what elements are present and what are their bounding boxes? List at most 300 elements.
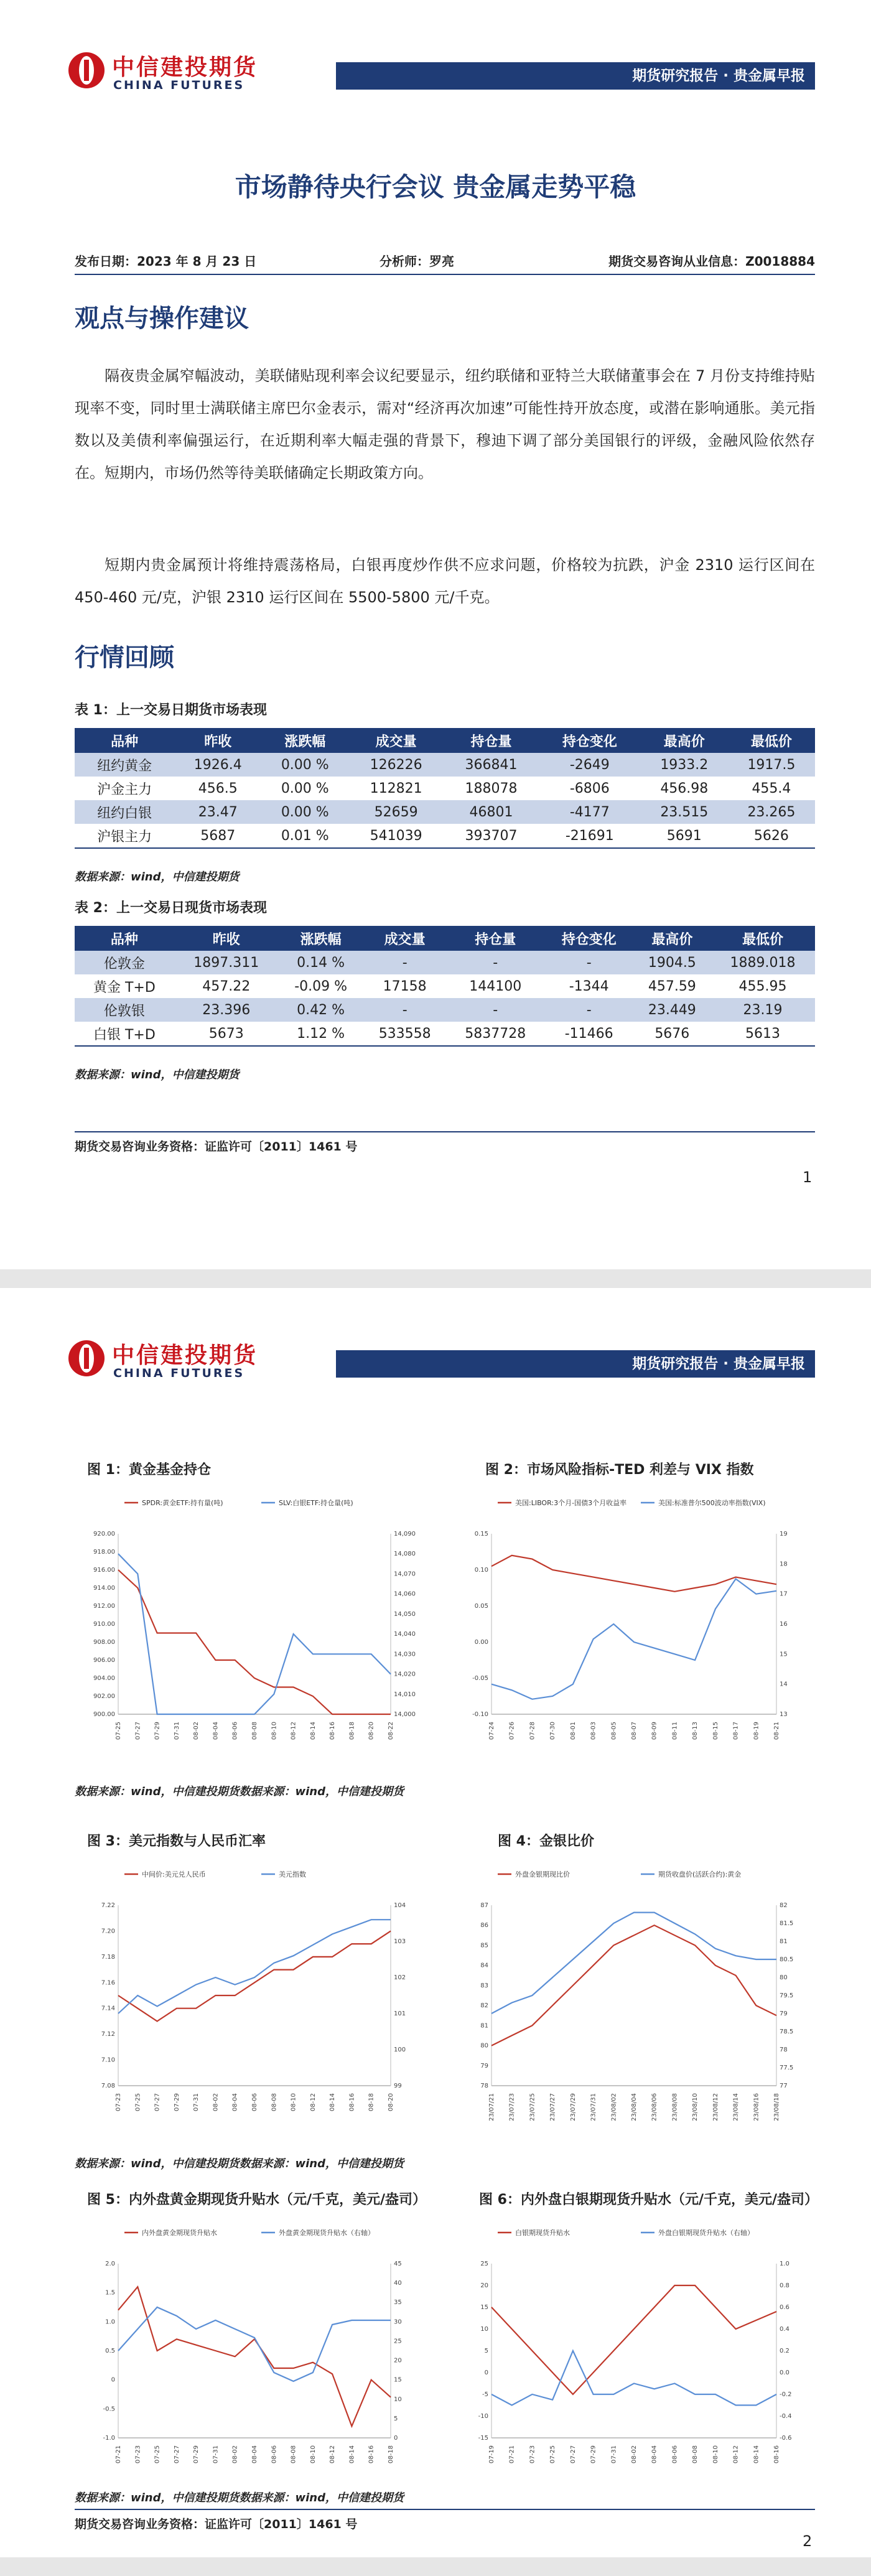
table-cell: 5837728 (447, 1022, 544, 1046)
x-tick-label: 07-23 (134, 2445, 142, 2464)
section-heading-review: 行情回顾 (75, 643, 174, 672)
x-tick-label: 07-31 (173, 1722, 180, 1740)
y-tick-label-left: 0.00 (474, 1639, 488, 1646)
x-tick-label: 08-06 (231, 1722, 239, 1740)
chart-6 (460, 2214, 809, 2481)
row-3-source: 数据来源：wind，中信建投期货数据来源：wind，中信建投期货 (75, 2491, 404, 2504)
x-tick-label: 08-14 (753, 2445, 760, 2464)
y-tick-label-left: 1.5 (105, 2289, 115, 2297)
series-line-1 (491, 1556, 776, 1592)
y-tick-label-right: 79.5 (780, 1992, 794, 1999)
x-tick-label: 23/07/23 (508, 2093, 516, 2121)
table-1-caption: 表 1：上一交易日期货市场表现 (75, 702, 267, 718)
series-line-1 (491, 1925, 776, 2045)
x-tick-label: 23/08/10 (692, 2093, 699, 2121)
x-tick-label: 08-04 (651, 2445, 658, 2464)
chart-1-title: 图 1：黄金基金持仓 (87, 1462, 211, 1478)
table-cell: - (447, 998, 544, 1022)
y-tick-label-right: 35 (394, 2299, 402, 2307)
legend-label: 美国:LIBOR:3个月-国债3个月收益率 (515, 1499, 627, 1507)
table-row (75, 777, 815, 800)
column-header: 持仓变化 (539, 728, 641, 753)
y-tick-label-left: 906.00 (93, 1657, 115, 1664)
y-tick-label-right: 81 (780, 1938, 788, 1945)
x-tick-label: 07-21 (508, 2445, 516, 2464)
column-header: 成交量 (348, 728, 444, 753)
table-cell: 沪银主力 (75, 824, 174, 848)
x-tick-label: 08-02 (193, 1722, 200, 1740)
table-cell: 1889.018 (710, 951, 815, 974)
y-tick-label-left: 84 (480, 1962, 488, 1969)
x-tick-label: 07-23 (115, 2093, 122, 2112)
column-header: 最低价 (710, 926, 815, 951)
x-tick-label: 23/07/29 (569, 2093, 577, 2121)
brand-logo (62, 49, 286, 96)
y-tick-label-right: 30 (394, 2318, 402, 2326)
x-tick-label: 07-29 (193, 2445, 200, 2464)
x-tick-label: 08-11 (671, 1722, 679, 1740)
table-cell: 1.12 % (279, 1022, 363, 1046)
y-tick-label-right: -0.4 (780, 2413, 792, 2420)
x-tick-label: 08-18 (388, 2445, 394, 2464)
series-line-2 (491, 1579, 776, 1699)
y-tick-label-right: 78.5 (780, 2028, 794, 2035)
x-tick-label: 07-25 (115, 1722, 122, 1740)
x-tick-label: 08-16 (368, 2445, 375, 2464)
y-tick-label-right: 14,030 (394, 1651, 416, 1658)
chart-4 (460, 1855, 809, 2129)
chart-4-title: 图 4：金银比价 (498, 1834, 594, 1849)
y-tick-label-right: -0.2 (780, 2391, 792, 2398)
table-cell: 541039 (348, 824, 444, 848)
y-tick-label-left: 20 (480, 2282, 488, 2289)
chart-6-title: 图 6：内外盘白银期现货升贴水（元/千克，美元/盎司） (479, 2192, 819, 2208)
x-tick-label: 08-15 (712, 1722, 719, 1740)
x-tick-label: 23/08/12 (712, 2093, 719, 2121)
table-cell: 17158 (383, 978, 427, 994)
y-tick-label-left: 82 (480, 2002, 488, 2010)
futures-table (75, 728, 815, 849)
table-cell: 188078 (465, 780, 518, 796)
x-tick-label: 08-18 (368, 2093, 375, 2112)
y-tick-label-right: 14,000 (394, 1711, 416, 1718)
x-tick-label: 07-29 (173, 2093, 180, 2112)
x-tick-label: 07-23 (529, 2445, 536, 2464)
table-cell: 5673 (174, 1022, 279, 1046)
table-cell: 366841 (444, 753, 539, 777)
table-cell: 伦敦金 (75, 951, 174, 974)
x-tick-label: 08-10 (290, 2093, 297, 2112)
legend-label: 内外盘黄金期现货升贴水 (142, 2229, 217, 2237)
table-cell: 23.19 (710, 998, 815, 1022)
y-tick-label-right: 1.0 (780, 2261, 789, 2267)
y-tick-label-left: -0.10 (472, 1711, 488, 1718)
y-tick-label-right: 19 (780, 1531, 788, 1538)
table-row (75, 1022, 815, 1046)
x-tick-label: 07-21 (115, 2445, 122, 2464)
table-cell: 457.59 (648, 978, 696, 994)
column-header: 持仓量 (447, 926, 544, 951)
column-header: 品种 (75, 728, 174, 753)
x-tick-label: 07-26 (508, 1722, 516, 1740)
legend-label: 外盘金银期现比价 (515, 1870, 570, 1878)
x-tick-label: 08-13 (692, 1722, 699, 1740)
table-cell: 1904.5 (634, 951, 710, 974)
x-tick-label: 08-20 (368, 1722, 375, 1740)
series-line-2 (118, 1920, 391, 2014)
y-tick-label-right: 5 (394, 2415, 398, 2422)
series-line-1 (118, 1931, 391, 2021)
y-tick-label-left: 1.0 (105, 2318, 115, 2326)
table-row (75, 824, 815, 848)
y-tick-label-left: -0.05 (472, 1675, 488, 1682)
y-tick-label-right: 15 (780, 1651, 788, 1658)
table-row (75, 951, 815, 974)
chart-5-title: 图 5：内外盘黄金期现货升贴水（元/千克，美元/盎司） (87, 2192, 427, 2208)
page-number: 2 (803, 2532, 813, 2550)
report-label-bar: 期货研究报告 · 贵金属早报 (336, 62, 815, 90)
x-tick-label: 07-28 (529, 1722, 536, 1740)
x-tick-label: 08-08 (271, 2093, 278, 2112)
table-cell: -6806 (569, 780, 610, 796)
page-footer: 期货交易咨询业务资格：证监许可〔2011〕1461 号 (75, 1131, 815, 1154)
x-tick-label: 23/07/31 (590, 2093, 597, 2121)
table-cell: 0.00 % (261, 800, 348, 824)
x-tick-label: 07-27 (134, 1722, 142, 1740)
y-tick-label-right: 0.6 (780, 2304, 789, 2311)
y-tick-label-left: -0.5 (103, 2406, 115, 2413)
table-cell: 黄金 T+D (93, 979, 156, 996)
x-tick-label: 08-14 (329, 2093, 337, 2112)
x-tick-label: 07-19 (488, 2445, 495, 2464)
column-header: 涨跌幅 (261, 728, 348, 753)
y-tick-label-right: 101 (394, 2010, 406, 2017)
x-tick-label: 08-06 (271, 2445, 278, 2464)
legend-label: 外盘黄金期现货升贴水（右轴） (279, 2229, 375, 2237)
y-tick-label-left: 15 (480, 2304, 488, 2311)
y-tick-label-left: 916.00 (93, 1567, 115, 1574)
y-tick-label-left: 0.5 (105, 2348, 115, 2354)
y-tick-label-right: 14 (780, 1681, 788, 1688)
table-cell: 1897.311 (174, 951, 279, 974)
table-cell: 23.47 (174, 800, 261, 824)
logo-mark-icon (68, 52, 105, 88)
table-cell: 393707 (444, 824, 539, 848)
table-cell: - (544, 951, 634, 974)
x-tick-label: 08-22 (388, 1722, 394, 1740)
y-tick-label-left: -5 (482, 2391, 488, 2398)
table-cell: -2649 (539, 753, 641, 777)
x-tick-label: 07-31 (193, 2093, 200, 2112)
x-tick-label: 07-31 (610, 2445, 618, 2464)
y-tick-label-right: 14,010 (394, 1691, 416, 1698)
column-header: 昨收 (174, 926, 279, 951)
table-cell: 5687 (174, 824, 261, 848)
x-tick-label: 08-14 (348, 2445, 356, 2464)
table-cell: 455.4 (752, 780, 791, 796)
y-tick-label-left: 912.00 (93, 1603, 115, 1610)
table-cell: 0.42 % (279, 998, 363, 1022)
y-tick-label-left: 0 (484, 2369, 488, 2376)
x-tick-label: 07-27 (154, 2093, 161, 2112)
analyst: 分析师：罗亮 (380, 254, 454, 269)
page-1 (0, 0, 871, 1269)
license-info: 期货交易咨询从业信息：Z0018884 (608, 254, 815, 269)
y-tick-label-left: 902.00 (93, 1693, 115, 1700)
y-tick-label-right: 0.2 (780, 2348, 789, 2354)
series-line-2 (118, 2307, 391, 2381)
spot-table (75, 926, 815, 1047)
chart-3 (87, 1855, 423, 2129)
legend-label: 美国:标准普尔500波动率指数(VIX) (658, 1499, 766, 1507)
y-tick-label-right: 103 (394, 1938, 406, 1945)
x-tick-label: 08-07 (631, 1722, 638, 1740)
table-cell: 5691 (641, 824, 728, 848)
table-cell: 0.14 % (279, 951, 363, 974)
y-tick-label-right: 45 (394, 2261, 402, 2267)
advice-paragraph-1: 隔夜贵金属窄幅波动，美联储贴现利率会议纪要显示，纽约联储和亚特兰大联储董事会在 7 月份支持维持贴现率不变，同时里士满联储主席巴尔金表示，需对“经济再次加速”可能性持开放态度，或潜在影响通胀。美元指数以及美债利率偏强运行，在近期利率大幅走强的背景下，穆迪下调了部分美国银行的评级，金融风险依然存在。短期内，市场仍然等待美联储确定长期政策方向。 (75, 367, 815, 482)
logo-chinese-text: 中信建投期货 (112, 55, 258, 80)
x-tick-label: 08-02 (231, 2445, 239, 2464)
table-cell: -4177 (539, 800, 641, 824)
y-tick-label-right: 77 (780, 2083, 788, 2089)
advice-paragraph-2: 短期内贵金属预计将维持震荡格局，白银再度炒作供不应求问题，价格较为抗跌，沪金 2310 运行区间在 450-460 元/克，沪银 2310 运行区间在 5500-5800 元/千克。 (75, 556, 815, 606)
table-cell: 0.00 % (281, 780, 329, 796)
page-footer: 期货交易咨询业务资格：证监许可〔2011〕1461 号 (75, 2509, 815, 2532)
series-line-2 (118, 1554, 391, 1714)
x-tick-label: 23/07/27 (549, 2093, 557, 2121)
y-tick-label-right: 100 (394, 2046, 406, 2053)
x-tick-label: 08-10 (712, 2445, 719, 2464)
y-tick-label-left: 10 (480, 2326, 488, 2333)
page-number: 1 (803, 1169, 813, 1186)
x-tick-label: 23/08/16 (753, 2093, 760, 2121)
legend-label: 美元指数 (279, 1870, 306, 1878)
column-header: 昨收 (174, 728, 261, 753)
y-tick-label-right: 18 (780, 1561, 788, 1568)
x-tick-label: 07-24 (488, 1722, 495, 1740)
legend-label: 白银期现货升贴水 (515, 2229, 570, 2237)
y-tick-label-left: 910.00 (93, 1621, 115, 1628)
x-tick-label: 07-29 (154, 1722, 161, 1740)
y-tick-label-left: 0.05 (474, 1603, 488, 1610)
x-tick-label: 08-18 (348, 1722, 356, 1740)
table-cell: 52659 (348, 800, 444, 824)
y-tick-label-right: 10 (394, 2396, 402, 2403)
y-tick-label-left: 904.00 (93, 1675, 115, 1682)
y-tick-label-left: 7.18 (101, 1953, 115, 1961)
chart-2 (460, 1484, 809, 1758)
x-tick-label: 08-19 (753, 1722, 760, 1740)
table-cell: 23.265 (728, 800, 815, 824)
y-tick-label-left: 914.00 (93, 1585, 115, 1592)
table-cell: -21691 (539, 824, 641, 848)
column-header: 涨跌幅 (279, 926, 363, 951)
table-row (75, 974, 815, 998)
x-tick-label: 08-12 (309, 2093, 317, 2112)
y-tick-label-right: 14,070 (394, 1570, 416, 1578)
table-row (75, 998, 815, 1022)
x-tick-label: 08-06 (671, 2445, 679, 2464)
y-tick-label-left: 87 (480, 1902, 488, 1909)
table-cell: 5626 (728, 824, 815, 848)
page-2 (0, 1288, 871, 2557)
x-tick-label: 07-29 (590, 2445, 597, 2464)
table-cell: 533558 (363, 1022, 446, 1046)
table-cell: 455.95 (738, 978, 787, 994)
x-tick-label: 08-16 (348, 2093, 356, 2112)
y-tick-label-right: 99 (394, 2083, 402, 2089)
table-cell: 126226 (348, 753, 444, 777)
series-line-1 (118, 1570, 391, 1714)
y-tick-label-left: 2.0 (105, 2261, 115, 2267)
x-tick-label: 23/07/21 (488, 2093, 495, 2121)
table-cell: -1344 (569, 978, 609, 994)
x-tick-label: 08-14 (309, 1722, 317, 1740)
chart-3-title: 图 3：美元指数与人民币汇率 (87, 1834, 266, 1849)
page-header (62, 1337, 815, 1384)
brand-logo (62, 1337, 286, 1384)
table-cell: 纽约黄金 (75, 753, 174, 777)
y-tick-label-left: 5 (484, 2348, 488, 2354)
y-tick-label-left: 920.00 (93, 1531, 115, 1538)
chart-2-title: 图 2：市场风险指标-TED 利差与 VIX 指数 (485, 1462, 754, 1478)
table-cell: 1917.5 (728, 753, 815, 777)
y-tick-label-left: -1.0 (103, 2435, 115, 2442)
y-tick-label-left: 25 (480, 2261, 488, 2267)
y-tick-label-right: 14,050 (394, 1610, 416, 1618)
table-2-caption: 表 2：上一交易日现货市场表现 (75, 900, 267, 916)
chart-1 (87, 1484, 423, 1758)
x-tick-label: 07-25 (549, 2445, 557, 2464)
y-tick-label-right: 14,060 (394, 1590, 416, 1598)
table-cell: - (447, 951, 544, 974)
x-tick-label: 08-08 (290, 2445, 297, 2464)
x-tick-label: 08-12 (290, 1722, 297, 1740)
y-tick-label-left: 0.15 (474, 1531, 488, 1538)
y-tick-label-right: 0.0 (780, 2369, 789, 2376)
table-1-source: 数据来源：wind，中信建投期货 (75, 870, 240, 884)
page-title: 市场静待央行会议 贵金属走势平稳 (235, 172, 636, 202)
table-cell: 白银 T+D (75, 1022, 174, 1046)
table-cell: 5676 (634, 1022, 710, 1046)
y-tick-label-right: 0 (394, 2435, 398, 2442)
y-tick-label-left: 7.08 (101, 2083, 115, 2089)
publish-date: 发布日期：2023 年 8 月 23 日 (75, 254, 257, 269)
x-tick-label: 07-30 (549, 1722, 557, 1740)
x-tick-label: 08-02 (631, 2445, 638, 2464)
table-cell: 456.98 (660, 780, 709, 796)
y-tick-label-right: 14,020 (394, 1671, 416, 1678)
table-cell: 1933.2 (641, 753, 728, 777)
logo-english-text: CHINA FUTURES (113, 78, 245, 92)
chart-5 (87, 2214, 423, 2481)
y-tick-label-right: 40 (394, 2280, 402, 2287)
x-tick-label: 08-12 (732, 2445, 740, 2464)
y-tick-label-right: 78 (780, 2046, 788, 2053)
y-tick-label-left: 0.10 (474, 1567, 488, 1574)
x-tick-label: 08-06 (251, 2093, 258, 2112)
y-tick-label-right: 14,040 (394, 1631, 416, 1638)
legend-label: SPDR:黄金ETF:持有量(吨) (142, 1499, 223, 1507)
y-tick-label-right: 77.5 (780, 2065, 794, 2071)
y-tick-label-left: 0 (111, 2376, 115, 2384)
table-cell: 112821 (370, 780, 422, 796)
y-tick-label-right: 104 (394, 1902, 406, 1909)
x-tick-label: 08-17 (732, 1722, 740, 1740)
table-cell: 144100 (469, 978, 522, 994)
table-cell: 伦敦银 (75, 998, 174, 1022)
y-tick-label-left: 81 (480, 2022, 488, 2030)
x-tick-label: 08-10 (309, 2445, 317, 2464)
x-tick-label: 07-25 (134, 2093, 142, 2112)
logo-chinese-text: 中信建投期货 (112, 1343, 258, 1368)
x-tick-label: 08-08 (692, 2445, 699, 2464)
y-tick-label-left: 7.22 (101, 1902, 115, 1909)
y-tick-label-right: 14,080 (394, 1551, 416, 1558)
y-tick-label-left: -10 (478, 2413, 488, 2420)
y-tick-label-right: 13 (780, 1711, 788, 1718)
x-tick-label: 23/08/02 (610, 2093, 618, 2121)
series-line-2 (491, 2351, 776, 2406)
table-cell: 沪金主力 (97, 782, 152, 798)
column-header: 最低价 (728, 728, 815, 753)
table-cell: - (363, 951, 446, 974)
x-tick-label: 07-27 (173, 2445, 180, 2464)
y-tick-label-left: 7.20 (101, 1928, 115, 1935)
legend-label: SLV:白银ETF:持仓量(吨) (279, 1499, 353, 1507)
page-header (62, 49, 815, 96)
column-header: 最高价 (641, 728, 728, 753)
x-tick-label: 07-31 (212, 2445, 220, 2464)
table-row (75, 753, 815, 777)
x-tick-label: 08-16 (329, 1722, 337, 1740)
y-tick-label-left: 7.14 (101, 2005, 115, 2012)
logo-english-text: CHINA FUTURES (113, 1366, 245, 1380)
x-tick-label: 08-02 (212, 2093, 220, 2112)
y-tick-label-right: 14,090 (394, 1531, 416, 1538)
legend-label: 外盘白银期现货升贴水（右轴） (658, 2229, 754, 2237)
x-tick-label: 23/08/04 (631, 2093, 638, 2121)
table-cell: 46801 (444, 800, 539, 824)
x-tick-label: 08-04 (231, 2093, 239, 2112)
x-tick-label: 23/08/18 (773, 2093, 780, 2121)
x-tick-label: 08-21 (773, 1722, 780, 1740)
x-tick-label: 23/08/14 (732, 2093, 740, 2121)
x-tick-label: 08-08 (251, 1722, 258, 1740)
y-tick-label-left: 918.00 (93, 1549, 115, 1556)
report-meta (75, 251, 815, 275)
legend-label: 中间价:美元兑人民币 (142, 1870, 206, 1878)
y-tick-label-right: 15 (394, 2376, 402, 2384)
table-cell: - (363, 998, 446, 1022)
row-1-source: 数据来源：wind，中信建投期货数据来源：wind，中信建投期货 (75, 1785, 404, 1798)
table-cell: 纽约白银 (75, 800, 174, 824)
x-tick-label: 08-16 (773, 2445, 780, 2464)
y-tick-label-left: 86 (480, 1922, 488, 1930)
x-tick-label: 08-12 (329, 2445, 337, 2464)
x-tick-label: 23/08/08 (671, 2093, 679, 2121)
column-header: 品种 (75, 926, 174, 951)
x-tick-label: 23/07/25 (529, 2093, 536, 2121)
y-tick-label-right: 25 (394, 2338, 402, 2345)
table-cell: 0.01 % (261, 824, 348, 848)
y-tick-label-right: 81.5 (780, 1920, 794, 1927)
y-tick-label-left: 900.00 (93, 1711, 115, 1718)
x-tick-label: 08-01 (569, 1722, 577, 1740)
table-cell: 1926.4 (174, 753, 261, 777)
y-tick-label-right: 20 (394, 2357, 402, 2364)
